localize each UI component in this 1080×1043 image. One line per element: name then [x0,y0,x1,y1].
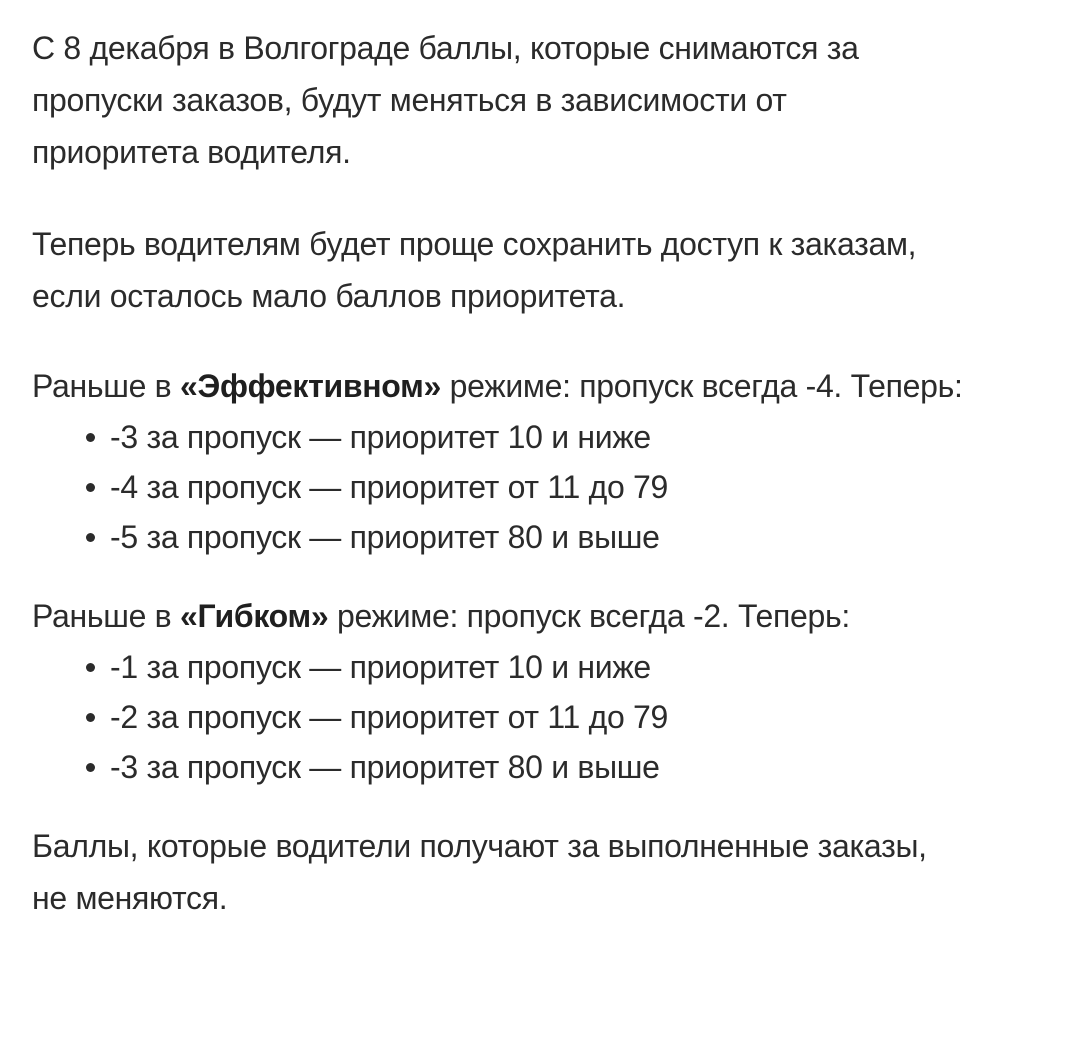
list-item [32,512,1050,562]
list-item-text: -3 за пропуск — приоритет 10 и ниже [110,419,651,455]
bullet-icon [86,663,95,672]
list-item [32,412,1050,462]
intro-line: пропуски заказов, будут меняться в зависимости от [32,82,787,118]
list-item [32,462,1050,512]
flexible-mode-heading [32,590,1050,642]
flexible-suffix: режиме: пропуск всегда -2. Теперь: [328,598,850,634]
closing-line: Баллы, которые водители получают за выполненные заказы, [32,828,927,864]
effective-mode-heading [32,360,1050,412]
list-item [32,642,1050,692]
effective-prefix: Раньше в [32,368,180,404]
benefit-paragraph [32,218,1050,322]
bullet-icon [86,433,95,442]
closing-paragraph [32,820,1050,924]
flexible-mode-name: «Гибком» [179,598,329,634]
list-item-text: -4 за пропуск — приоритет от 11 до 79 [110,469,669,505]
list-item-text: -1 за пропуск — приоритет 10 и ниже [110,649,651,685]
list-item-text: -2 за пропуск — приоритет от 11 до 79 [110,699,669,735]
flexible-mode-list [32,642,1050,792]
bullet-icon [86,763,95,772]
list-item-text: -3 за пропуск — приоритет 80 и выше [110,749,660,785]
list-item [32,742,1050,792]
intro-line: С 8 декабря в Волгограде баллы, которые снимаются за [32,30,859,66]
effective-mode-name: «Эффективном» [179,368,441,404]
list-item [32,692,1050,742]
bullet-icon [86,533,95,542]
effective-mode-list [32,412,1050,562]
flexible-prefix: Раньше в [32,598,180,634]
bullet-icon [86,483,95,492]
benefit-line: если осталось мало баллов приоритета. [32,278,626,314]
effective-suffix: режиме: пропуск всегда -4. Теперь: [440,368,963,404]
intro-paragraph [32,22,1050,178]
benefit-line: Теперь водителям будет проще сохранить доступ к заказам, [32,226,917,262]
bullet-icon [86,713,95,722]
intro-line: приоритета водителя. [32,134,351,170]
closing-line: не меняются. [32,880,228,916]
list-item-text: -5 за пропуск — приоритет 80 и выше [110,519,660,555]
